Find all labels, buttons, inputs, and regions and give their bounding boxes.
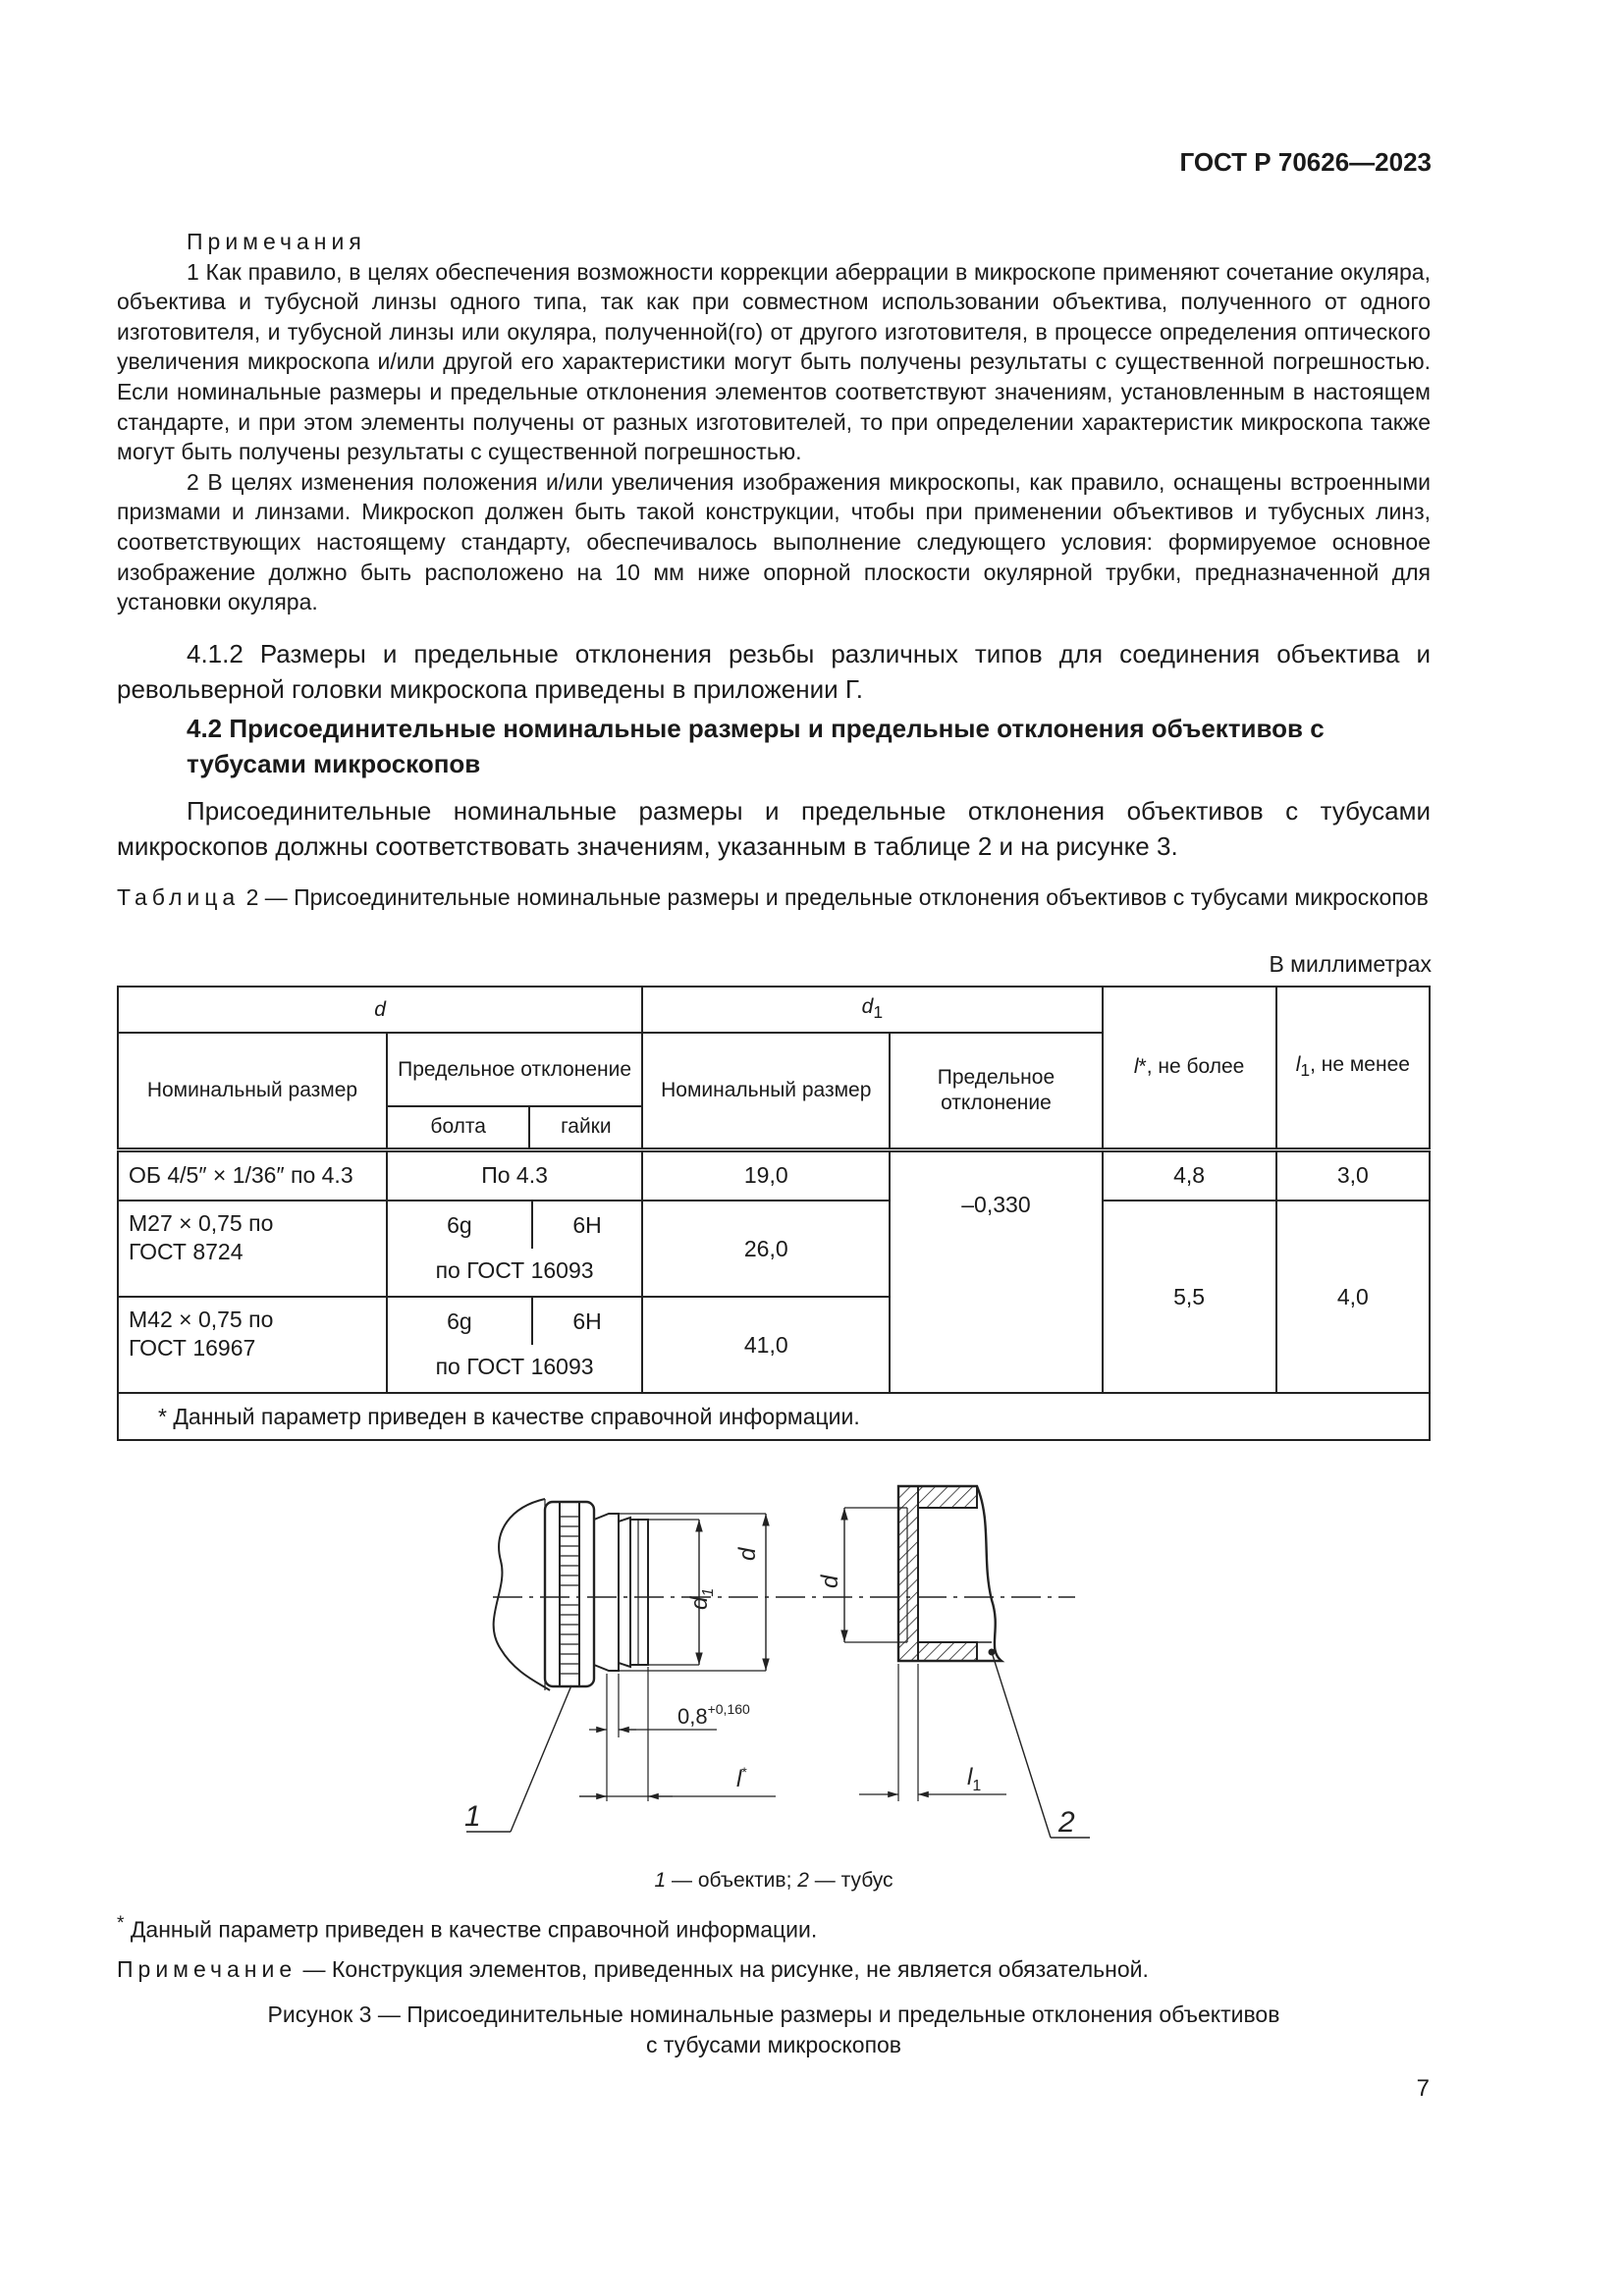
cell-d1: 19,0 [642,1149,890,1201]
cell-l: 5,5 [1103,1201,1276,1393]
label-d-tube: d [817,1575,843,1588]
leader-1 [511,1685,571,1832]
table-footnote: * Данный параметр приведен в качестве справочной информации. [118,1393,1430,1440]
header-nut: гайки [529,1106,642,1149]
cell-deviation: По 4.3 [387,1149,642,1201]
table-caption-text: 2 — Присоединительные номинальные размеры и предельные отклонения объективов с тубусами микроскопов [245,884,1429,910]
table-2 [117,986,1431,1441]
section-title: Присоединительные номинальные размеры и предельные отклонения объективов с тубусами микроскопов [187,714,1325,778]
cell-thread-tolerance: 6g 6H по ГОСТ 16093 [387,1201,642,1297]
table-row [118,1149,1430,1201]
figure-note: Примечание — Конструкция элементов, приведенных на рисунке, не является обязательной. [117,1956,1149,1982]
table-caption-label: Таблица [117,884,241,910]
document-code: ГОСТ Р 70626—2023 [1179,147,1432,177]
cell-d: ОБ 4/5″ × 1/36″ по 4.3 [118,1149,387,1201]
section-4-2-heading [117,711,1431,781]
notes-title: Примечания [187,229,366,254]
figure-3-drawing [464,1463,1119,1855]
tube-body [898,1486,1001,1661]
table-caption [117,882,1431,913]
cell-thread-tolerance: 6g 6H по ГОСТ 16093 [387,1297,642,1393]
header-d1-deviation: Предельное отклонение [890,1033,1102,1149]
table-row [118,1201,1430,1297]
cell-d1: 26,0 [642,1201,890,1297]
cell-d1: 41,0 [642,1297,890,1393]
leader-2 [992,1652,1051,1838]
figure-footnote: * Данный параметр приведен в качестве справочной информации. [117,1913,818,1943]
cell-d: М42 × 0,75 по ГОСТ 16967 [118,1297,387,1393]
paragraph-4-1-2: 4.1.2 Размеры и предельные отклонения резьбы различных типов для соединения объектива и револьверной головки микроскопа приведены в приложении Г. [117,639,1431,704]
cell-d1-deviation: –0,330 [890,1149,1102,1393]
header-bolt: болта [387,1106,530,1149]
notes-block [117,227,1431,617]
label-l1: $l_1$ [967,1764,982,1794]
header-d1-nominal: Номинальный размер [642,1033,890,1149]
objective-knurled-ring [545,1502,594,1686]
header-d-deviation: Предельное отклонение [387,1033,642,1106]
note-2: 2 В целях изменения положения и/или увеличения изображения микроскопы, как правило, оснащены встроенными призмами и линзами. Микроскоп должен быть такой конструкции, чтобы при применении объективов и тубусных линз, соответствующих настоящему стандарту, обеспечивалось выполнение следующего условия: формируемое основное изображение должно быть расположено на 10 мм ниже опорной плоскости окулярной трубки, предназначенной для установки окуляра. [117,468,1431,615]
table-units: В миллиметрах [1269,951,1432,977]
label-1: 1 [464,1800,481,1833]
label-d1: $d_1$ [686,1587,717,1610]
section-4-2-body: Присоединительные номинальные размеры и предельные отклонения объективов с тубусами микроскопов должны соответствовать значениям, указанным в таблице 2 и на рисунке 3. [117,796,1431,861]
objective-thread [594,1514,648,1671]
label-l: l* [736,1764,747,1792]
page-number: 7 [1416,2075,1430,2102]
header-l: l*, не более [1103,987,1276,1149]
label-d-objective: d [734,1547,761,1561]
figure-caption: Рисунок 3 — Присоединительные номинальные размеры и предельные отклонения объективов с тубусами микроскопов [267,2002,1280,2057]
header-d: d [118,987,642,1033]
cell-l1: 4,0 [1276,1201,1430,1393]
header-l1: $l_1$, не менее [1276,987,1430,1149]
label-tolerance: $0,8^{+0,160}$ [677,1701,750,1729]
section-number: 4.2 [187,714,223,743]
label-2: 2 [1058,1806,1075,1839]
header-d-nominal: Номинальный размер [118,1033,387,1149]
cell-l1: 3,0 [1276,1149,1430,1201]
cell-l: 4,8 [1103,1149,1276,1201]
objective-body-outline [494,1499,550,1690]
cell-d: М27 × 0,75 по ГОСТ 8724 [118,1201,387,1297]
figure-legend: 1 — объектив; 2 — тубус [654,1869,893,1892]
header-d1: $d_1$ [642,987,1102,1033]
note-1: 1 Как правило, в целях обеспечения возможности коррекции аберрации в микроскопе применяют сочетание окуляра, объектива и тубусной линзы одного типа, так как при совместном использовании объектива, полученного от одного изготовителя, и тубусной линзы или окуляра, полученной(го) от другого изготовителя, в процессе определения оптического увеличения микроскопа и/или другой его характеристики могут быть получены результаты с существенной погрешностью. Если номинальные размеры и предельные отклонения элементов соответствуют значениям, установленным в настоящем стандарте, и при этом элементы получены от разных изготовителей, то при определении характеристик микроскопа также могут быть получены результаты с существенной погрешностью. [117,258,1431,465]
